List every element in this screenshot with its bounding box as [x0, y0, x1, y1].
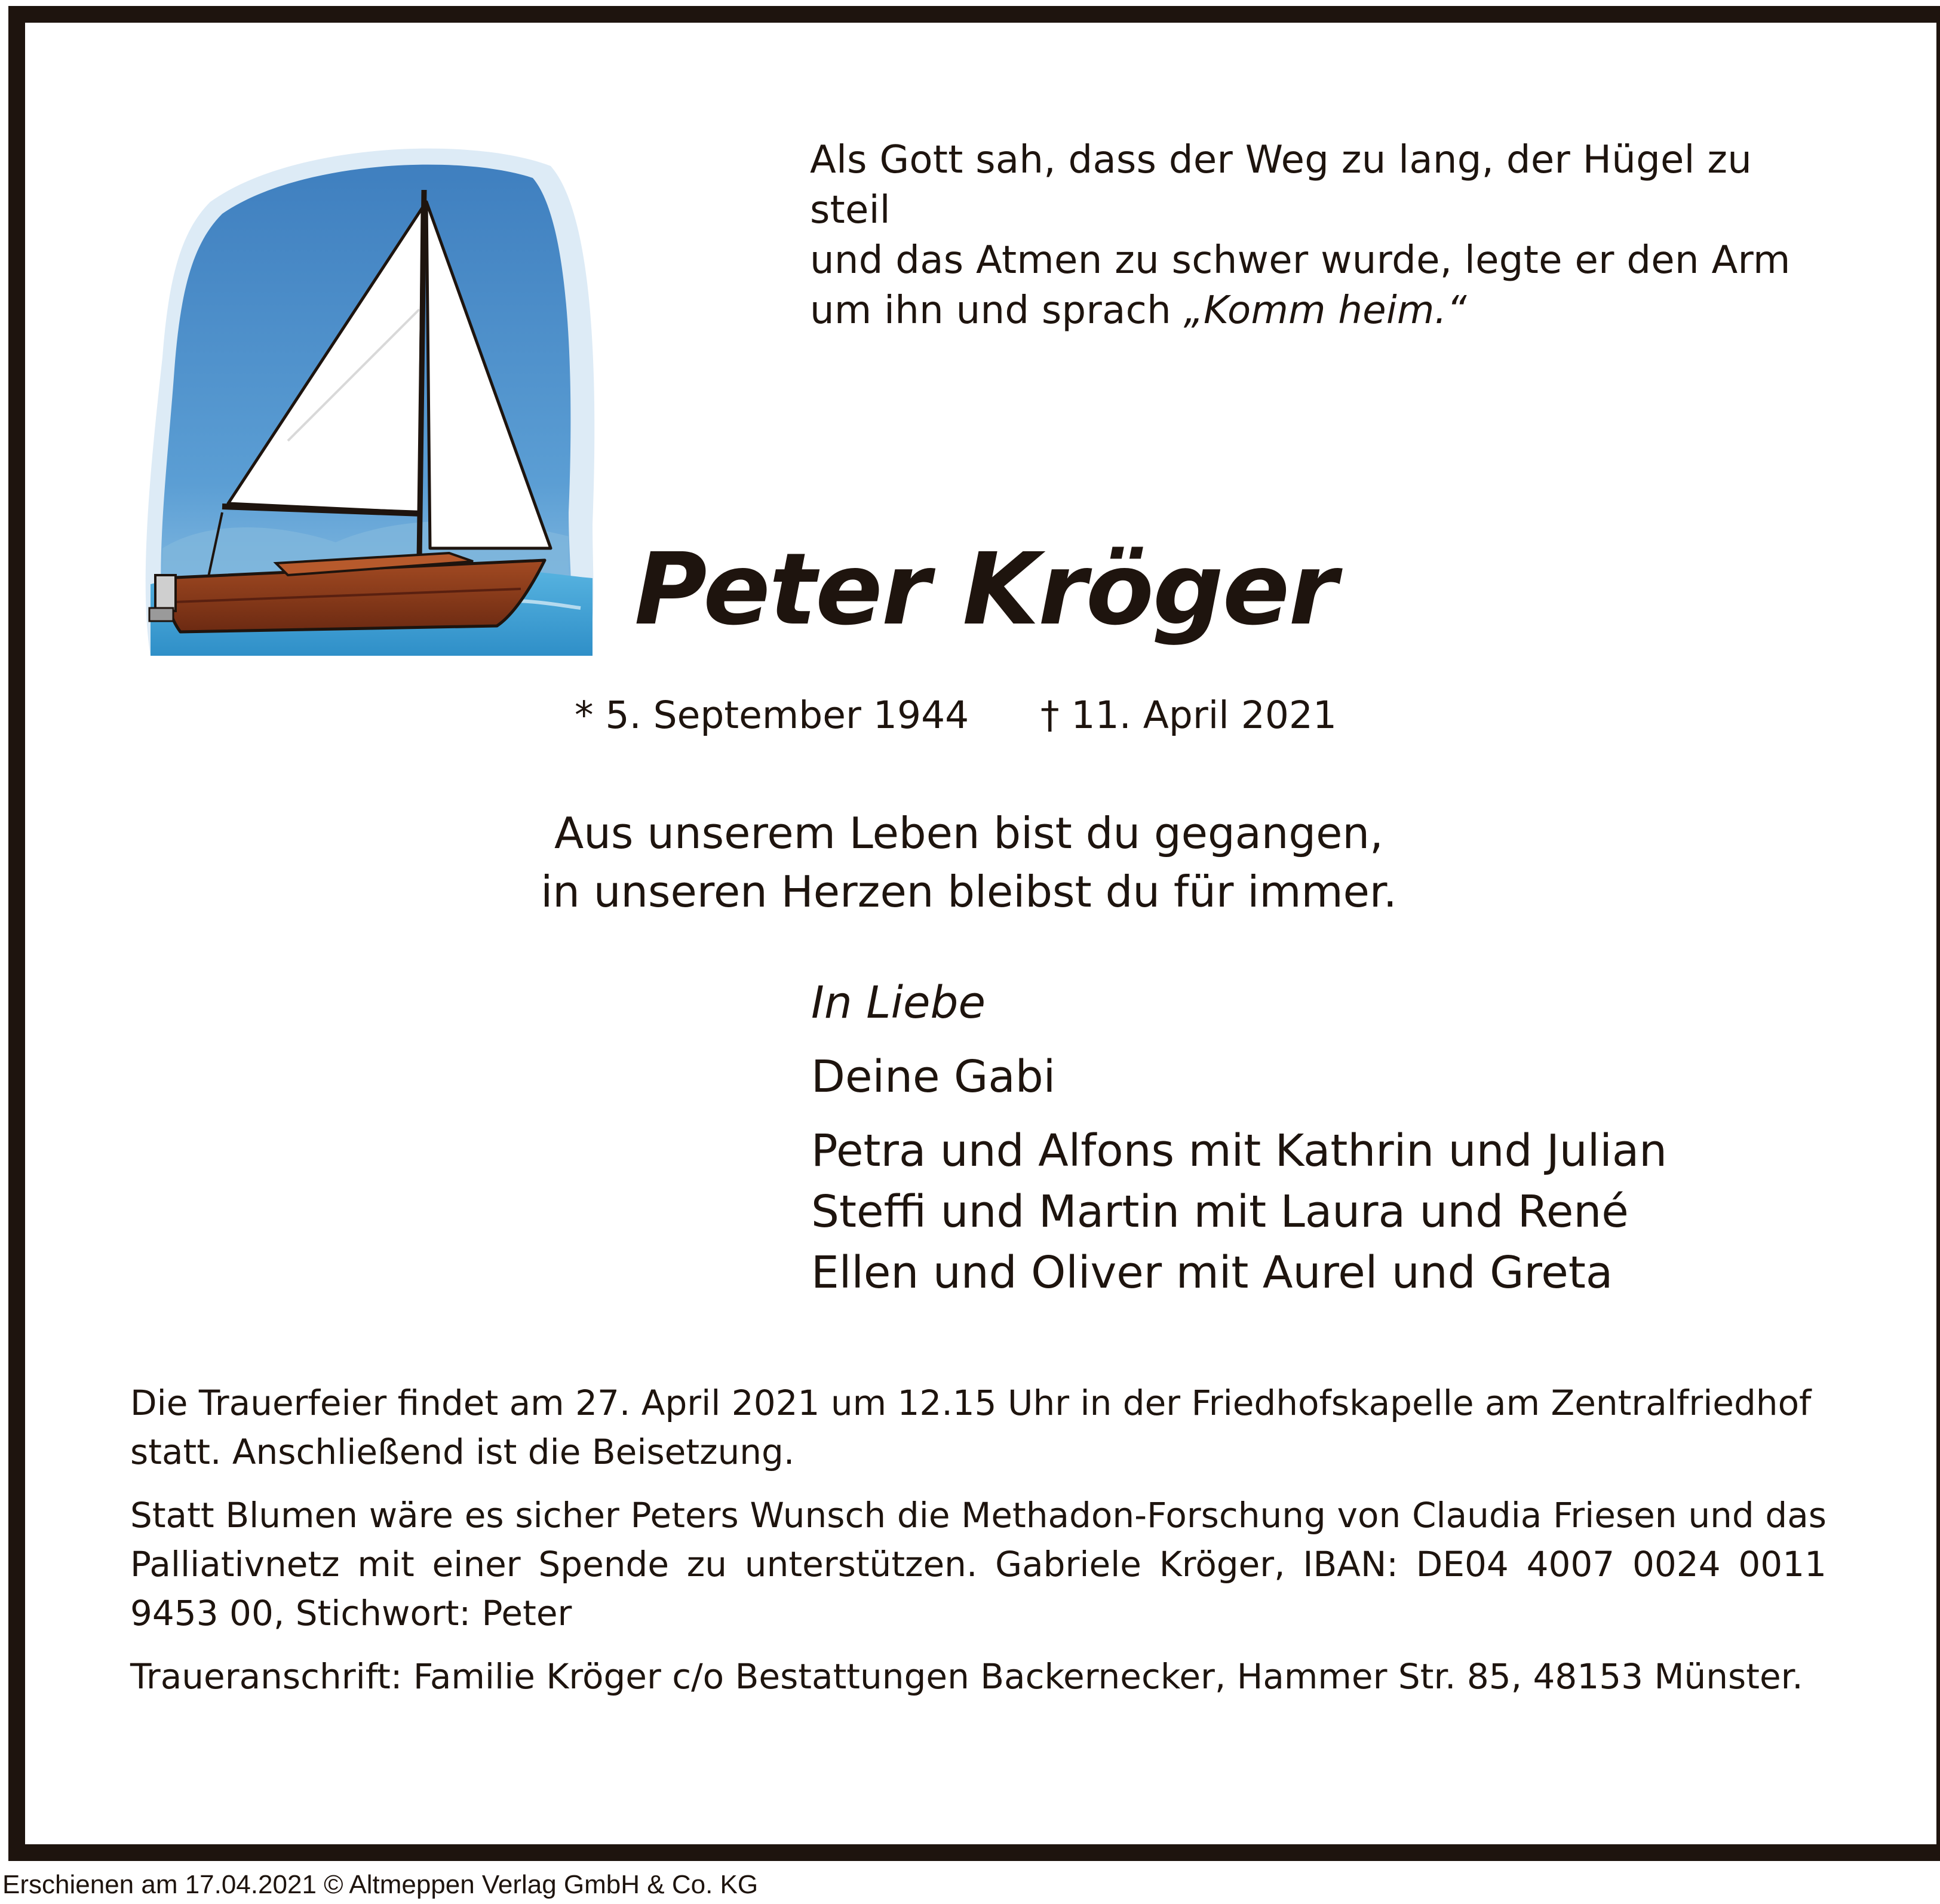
family-member-line: Steffi und Martin mit Laura und René	[811, 1186, 1629, 1237]
quote-line	[810, 285, 1825, 336]
ceremony-text: Die Trauerfeier findet am 27. April 2021 um 12.15 Uhr in der Friedhofskapelle am Zentralfriedhof statt. Anschließend ist die Beisetzung.	[130, 1383, 1812, 1472]
sailboat-icon	[139, 130, 604, 668]
obituary-content	[25, 23, 1936, 1844]
quote-line: Als Gott sah, dass der Weg zu lang, der Hügel zu steil	[810, 138, 1752, 232]
death-date: † 11. April 2021	[1040, 693, 1337, 737]
in-love-label: In Liebe	[811, 977, 986, 1028]
obituary-frame	[8, 6, 1940, 1861]
deceased-name: Peter Kröger	[634, 532, 1337, 647]
mourners-list	[811, 972, 1886, 1303]
birth-date: * 5. September 1944	[575, 693, 969, 737]
quote-line-start: um ihn und sprach	[810, 288, 1184, 333]
quote-line: und das Atmen zu schwer wurde, legte er den Arm	[810, 238, 1791, 282]
funeral-info	[130, 1378, 1827, 1715]
memorial-motto	[25, 804, 1936, 921]
motto-line: Aus unserem Leben bist du gegangen,	[554, 808, 1383, 858]
opening-quote	[810, 135, 1825, 336]
quote-italic: „Komm heim.“	[1183, 288, 1467, 333]
spouse-name: Deine Gabi	[811, 1051, 1056, 1103]
family-member-line: Petra und Alfons mit Kathrin und Julian	[811, 1125, 1668, 1177]
donation-text: Statt Blumen wäre es sicher Peters Wunsch die Methadon-Forschung von Claudia Friesen und das Palliativnetz mit einer Spende zu unterstützen. Gabriele Kröger, IBAN: DE04 4007 0024 0011 9453 00, Stichwort: Peter	[130, 1495, 1827, 1633]
family-member-line: Ellen und Oliver mit Aurel und Greta	[811, 1247, 1613, 1298]
publication-footer: Erschienen am 17.04.2021 © Altmeppen Verlag GmbH & Co. KG	[2, 1870, 759, 1899]
address-text: Traueranschrift: Familie Kröger c/o Bestattungen Backernecker, Hammer Str. 85, 48153 Münster.	[130, 1656, 1803, 1697]
motto-line: in unseren Herzen bleibst du für immer.	[541, 867, 1397, 917]
